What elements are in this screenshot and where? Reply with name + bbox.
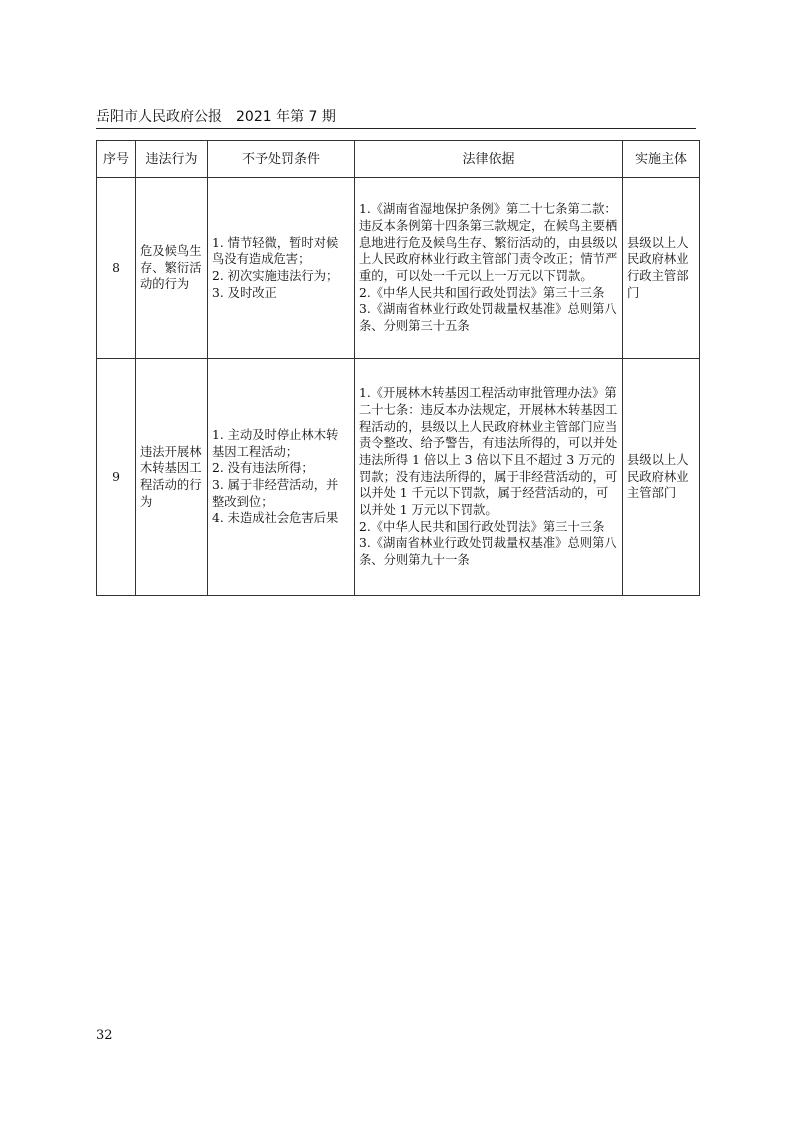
column-header-conditions: 不予处罚条件 [208, 141, 355, 178]
condition-item: 2. 初次实施违法行为； [212, 269, 339, 283]
condition-item: 3. 属于非经营活动，并整改到位； [212, 478, 339, 509]
condition-item: 1. 情节轻微，暂时对候鸟没有造成危害； [212, 235, 339, 267]
penalty-table [96, 140, 700, 596]
row-act: 违法开展林木转基因工程活动的行为 [136, 359, 208, 596]
table-row [97, 359, 700, 596]
basis-item: 2.《中华人民共和国行政处罚法》第三十三条 [359, 519, 605, 534]
condition-item: 2. 没有违法所得； [212, 461, 314, 476]
basis-item: 1.《开展林木转基因工程活动审批管理办法》第二十七条：违反本办法规定，开展林木转基因工程活动的，县级以上人民政府林业主管部门应当责令整改、给予警告，有违法所得的，可以并处违法所得 1 倍以上 3 倍以下且不超过 3 万元的罚款；没有违法所得的，属于非经营活动的，可以并处 1 千元以下罚款，属于经营活动的，可以并处 1 万元以下罚款。 [359, 386, 618, 518]
basis-item: 1.《湖南省湿地保护条例》第二十七条第二款：违反本条例第十四条第三款规定，在候鸟主要栖息地进行危及候鸟生存、繁衍活动的，由县级以上人民政府林业行政主管部门责令改正；情节严重的，可以处一千元以上一万元以下罚款。 [359, 202, 618, 283]
row-authority: 县级以上人民政府林业行政主管部门 [623, 178, 700, 359]
row-number: 8 [97, 178, 136, 359]
condition-item: 3. 及时改正 [212, 285, 277, 300]
row-authority: 县级以上人民政府林业主管部门 [623, 359, 700, 596]
page-number: 32 [96, 1028, 113, 1043]
column-header-body: 实施主体 [623, 141, 700, 178]
table-row [97, 178, 700, 359]
row-legal-basis [355, 359, 623, 596]
column-header-act: 违法行为 [136, 141, 208, 178]
header-rule [96, 128, 696, 129]
column-header-basis: 法律依据 [355, 141, 623, 178]
row-conditions [208, 178, 355, 359]
basis-item: 3.《湖南省林业行政处罚裁量权基准》总则第八条、分则第九十一条 [359, 536, 617, 568]
row-act: 危及候鸟生存、繁衍活动的行为 [136, 178, 208, 359]
basis-item: 3.《湖南省林业行政处罚裁量权基准》总则第八条、分则第三十五条 [359, 302, 617, 334]
table-header-row [97, 141, 700, 178]
column-header-number: 序号 [97, 141, 136, 178]
row-conditions [208, 359, 355, 596]
condition-item: 4. 未造成社会危害后果 [212, 511, 339, 526]
bulletin-header: 岳阳市人民政府公报 2021 年第 7 期 [96, 109, 336, 125]
basis-item: 2.《中华人民共和国行政处罚法》第三十三条 [359, 285, 605, 300]
row-legal-basis [355, 178, 623, 359]
row-number: 9 [97, 359, 136, 596]
condition-item: 1. 主动及时停止林木转基因工程活动； [212, 427, 339, 459]
